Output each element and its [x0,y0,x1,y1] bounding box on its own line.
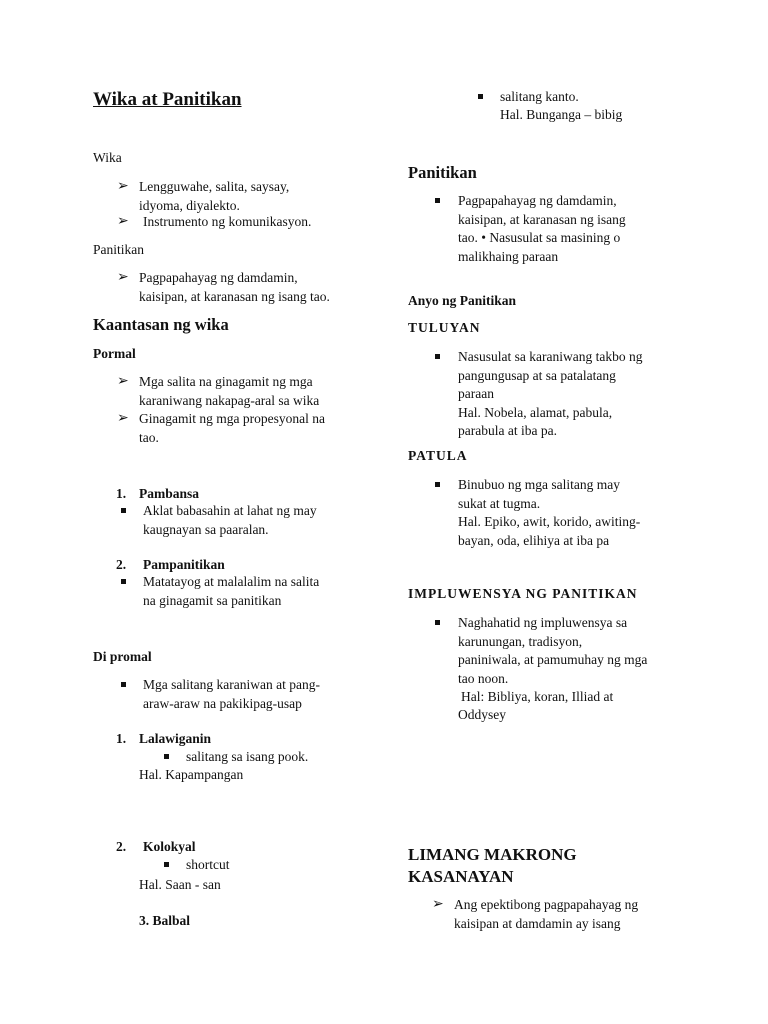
line: karaniwang nakapag-aral sa wika [139,392,320,408]
pampanitikan-heading: Pampanitikan [143,557,225,572]
arrow-bullet-icon: ➢ [117,214,129,229]
square-bullet-icon [164,862,169,867]
patula-heading: PATULA [408,448,468,463]
line: tao noon. [458,670,509,686]
line: bayan, oda, elihiya at iba pa [458,532,610,548]
arrow-bullet-icon: ➢ [117,411,129,426]
pambansa-heading: Pambansa [139,486,200,501]
kolokyal-bullet: shortcut [186,857,230,872]
square-bullet-icon [435,482,440,487]
line: Pagpapahayag ng damdamin, [458,193,617,208]
limang-heading [408,844,577,888]
balbal-heading: 3. Balbal [139,913,191,928]
tuluyan-heading: TULUYAN [408,320,481,335]
line: paniniwala, at pamumuhay ng mga [458,652,648,667]
pampanitikan-number: 2. [116,557,127,572]
line: tao. [139,429,159,445]
line: Mga salita na ginagamit ng mga [139,374,313,389]
square-bullet-icon [164,754,169,759]
square-bullet-icon [121,579,126,584]
patula-item [458,476,640,550]
arrow-bullet-icon: ➢ [117,374,129,389]
line: sukat at tugma. [458,495,541,511]
line: Lengguwahe, salita, saysay, [139,179,290,194]
panitikan-heading-right: Panitikan [408,163,477,182]
line: pangungusap at sa patalatang [458,367,616,383]
line: Mga salitang karaniwan at pang- [143,677,320,692]
wika-heading: Wika [93,150,122,165]
line: idyoma, diyalekto. [139,197,240,213]
line: malikhaing paraan [458,248,559,264]
line: paraan [458,386,494,401]
line: Binubuo ng mga salitang may [458,477,620,492]
line: Aklat babasahin at lahat ng may [143,503,317,518]
anyo-heading: Anyo ng Panitikan [408,293,517,308]
square-bullet-icon [435,620,440,625]
line: Hal. Epiko, awit, korido, awiting- [458,514,641,529]
lalawiganin-bullet: salitang sa isang pook. [186,749,309,764]
kolokyal-number: 2. [116,839,127,854]
square-bullet-icon [121,508,126,513]
panitikan-heading-left: Panitikan [93,242,144,257]
line: parabula at iba pa. [458,423,557,438]
arrow-bullet-icon: ➢ [117,179,129,194]
square-bullet-icon [121,682,126,687]
line: Naghahatid ng impluwensya sa [458,615,628,630]
line: kaugnayan sa paaralan. [143,521,269,537]
dipromal-heading: Di promal [93,649,152,664]
line: Ang epektibong pagpapahayag ng [454,897,639,912]
line: karunungan, tradisyon, [458,633,583,649]
line: Ginagamit ng mga propesyonal na [139,411,325,426]
line: kaisipan, at karanasan ng isang tao. [139,288,330,304]
impluwensya-heading: IMPLUWENSYA NG PANITIKAN [408,586,638,601]
pormal-item-2 [139,410,325,447]
lalawiganin-heading: Lalawiganin [139,731,212,746]
line: araw-araw na pakikipag-usap [143,695,302,711]
top-hal: Hal. Bunganga – bibig [500,107,623,122]
line: kaisipan, at karanasan ng isang [458,211,626,227]
lalawiganin-number: 1. [116,731,127,746]
pambansa-number: 1. [116,486,127,501]
wika-item-2: Instrumento ng komunikasyon. [143,214,312,229]
line: KASANAYAN [408,867,514,886]
arrow-bullet-icon: ➢ [117,270,129,285]
line: kaisipan at damdamin ay isang [454,915,621,931]
lalawiganin-hal: Hal. Kapampangan [139,767,244,782]
pormal-item-1 [139,373,319,410]
pampanitikan-item [143,573,319,610]
kaantasan-heading: Kaantasan ng wika [93,315,229,334]
square-bullet-icon [435,354,440,359]
page-title: Wika at Panitikan [93,89,242,110]
impluwensya-item [458,614,647,688]
tuluyan-item [458,348,642,441]
panitikan-right-item [458,192,626,266]
line: tao. • Nasusulat sa masining o [458,230,621,245]
line: Matatayog at malalalim na salita [143,574,320,589]
kolokyal-hal: Hal. Saan - san [139,877,221,892]
line: na ginagamit sa panitikan [143,592,282,608]
limang-item [454,896,638,933]
pormal-heading: Pormal [93,346,136,361]
pambansa-item [143,502,317,539]
arrow-bullet-icon: ➢ [432,897,444,912]
line: Nasusulat sa karaniwang takbo ng [458,349,643,364]
line: LIMANG MAKRONG [408,845,577,864]
panitikan-item [139,269,330,306]
square-bullet-icon [478,94,483,99]
kolokyal-heading: Kolokyal [143,839,196,854]
square-bullet-icon [435,198,440,203]
impluwensya-hal-2: Oddysey [458,707,506,722]
impluwensya-hal: Hal: Bibliya, koran, Illiad at [461,689,614,704]
dipromal-item [143,676,320,713]
wika-item-1 [139,178,289,215]
line: Pagpapahayag ng damdamin, [139,270,298,285]
line: Hal. Nobela, alamat, pabula, [458,404,613,420]
top-bullet: salitang kanto. [500,89,579,104]
